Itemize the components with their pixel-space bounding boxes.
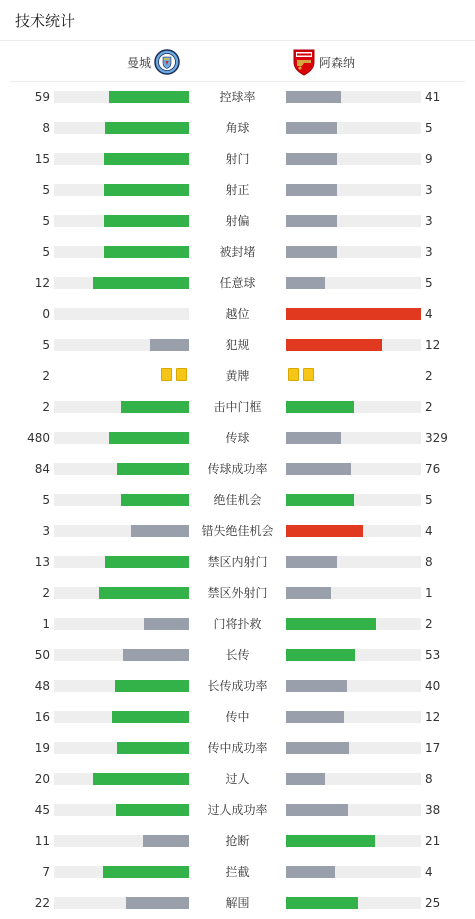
- away-stat-value: 8: [425, 555, 433, 569]
- home-stat-value: 1: [42, 617, 50, 631]
- home-stat-value: 2: [42, 586, 50, 600]
- home-stat-bar-fill: [93, 277, 189, 289]
- away-stat-bar: [286, 153, 421, 165]
- home-stat-bar-fill: [117, 742, 189, 754]
- home-stat-value: 15: [34, 152, 50, 166]
- away-stat-value: 1: [425, 586, 433, 600]
- away-stat-value: 2: [425, 617, 433, 631]
- stat-row: [0, 453, 475, 484]
- away-stat-bar: [286, 184, 421, 196]
- home-stat-bar-fill: [104, 246, 189, 258]
- home-stat-value: 0: [42, 307, 50, 321]
- home-stat-bar-fill: [99, 587, 189, 599]
- stat-row: [0, 639, 475, 670]
- home-stat-bar: [54, 339, 189, 351]
- home-stat-bar: [54, 308, 189, 320]
- yellow-card-icon: [288, 368, 299, 381]
- stat-label: 抢断: [225, 834, 250, 848]
- away-stat-bar-fill: [286, 432, 341, 444]
- home-team-name: 曼城: [126, 55, 151, 70]
- away-stat-bar-fill: [286, 804, 348, 816]
- away-stat-value: 3: [425, 245, 433, 259]
- stat-label: 长传: [225, 648, 250, 662]
- home-stat-value: 84: [34, 462, 50, 476]
- home-stat-bar-fill: [116, 804, 189, 816]
- home-stat-value: 5: [42, 183, 50, 197]
- home-yellow-cards: [159, 368, 189, 381]
- stat-row: [0, 174, 475, 205]
- home-stat-bar-fill: [121, 401, 189, 413]
- home-stat-value: 48: [34, 679, 50, 693]
- away-stat-bar: [286, 463, 421, 475]
- away-stat-value: 4: [425, 524, 433, 538]
- home-stat-value: 3: [42, 524, 50, 538]
- stat-row: [0, 391, 475, 422]
- away-stat-bar-fill: [286, 215, 337, 227]
- away-stat-value: 40: [425, 679, 441, 693]
- away-stat-bar: [286, 432, 421, 444]
- stat-row: [0, 670, 475, 701]
- away-stat-value: 5: [425, 121, 433, 135]
- stat-row: [0, 422, 475, 453]
- away-stat-value: 4: [425, 865, 433, 879]
- home-stat-bar-fill: [123, 649, 189, 661]
- home-stat-bar: [54, 122, 189, 134]
- stat-label: 长传成功率: [207, 679, 268, 693]
- away-stat-value: 5: [425, 276, 433, 290]
- away-stat-value: 12: [425, 338, 441, 352]
- home-stat-value: 20: [34, 772, 50, 786]
- away-stat-bar-fill: [286, 122, 337, 134]
- stat-label: 解围: [225, 896, 250, 910]
- away-stat-bar-fill: [286, 401, 354, 413]
- stat-label: 过人成功率: [207, 803, 268, 817]
- away-stat-bar-fill: [286, 153, 337, 165]
- home-stat-value: 12: [34, 276, 50, 290]
- stat-label: 击中门框: [213, 400, 262, 414]
- home-stat-value: 5: [42, 338, 50, 352]
- away-stat-value: 2: [425, 400, 433, 414]
- stat-row: [0, 143, 475, 174]
- home-stat-value: 45: [34, 803, 50, 817]
- away-stat-value: 3: [425, 214, 433, 228]
- home-stat-bar: [54, 680, 189, 692]
- stat-label: 传球: [225, 431, 250, 445]
- away-stat-value: 12: [425, 710, 441, 724]
- home-stat-bar: [54, 711, 189, 723]
- stat-row: [0, 856, 475, 887]
- home-stat-bar-fill: [115, 680, 189, 692]
- home-stat-bar: [54, 897, 189, 909]
- away-stat-bar: [286, 835, 421, 847]
- home-stat-bar-fill: [109, 91, 189, 103]
- home-stat-bar-fill: [104, 215, 189, 227]
- stat-label: 绝佳机会: [213, 493, 262, 507]
- away-stat-value: 53: [425, 648, 441, 662]
- stat-row: [0, 887, 475, 918]
- away-stat-bar-fill: [286, 742, 349, 754]
- home-stat-bar-fill: [126, 897, 189, 909]
- home-stat-value: 19: [34, 741, 50, 755]
- stat-label: 角球: [225, 121, 250, 135]
- home-stat-value: 16: [34, 710, 50, 724]
- home-stat-value: 480: [27, 431, 50, 445]
- home-stat-value: 2: [42, 400, 50, 414]
- home-stat-bar: [54, 494, 189, 506]
- away-stat-bar-fill: [286, 246, 337, 258]
- stat-row: [0, 236, 475, 267]
- away-stat-bar-fill: [286, 463, 351, 475]
- away-stat-bar-fill: [286, 339, 382, 351]
- away-stat-bar: [286, 804, 421, 816]
- home-stat-bar-fill: [144, 618, 189, 630]
- away-stat-bar: [286, 618, 421, 630]
- stat-label: 传球成功率: [207, 462, 268, 476]
- home-stat-bar: [54, 649, 189, 661]
- away-stat-bar: [286, 587, 421, 599]
- home-stat-value: 5: [42, 245, 50, 259]
- home-stat-bar: [54, 184, 189, 196]
- home-stat-value: 22: [34, 896, 50, 910]
- yellow-card-icon: [176, 368, 187, 381]
- stat-label: 过人: [225, 772, 250, 786]
- home-stat-bar: [54, 804, 189, 816]
- home-stat-value: 59: [34, 90, 50, 104]
- stat-label: 射正: [225, 183, 250, 197]
- home-stat-bar-fill: [103, 866, 189, 878]
- stat-row: [0, 546, 475, 577]
- home-stat-bar: [54, 246, 189, 258]
- away-stat-value: 3: [425, 183, 433, 197]
- home-stat-bar: [54, 401, 189, 413]
- stat-label: 射门: [225, 152, 250, 166]
- home-stat-value: 5: [42, 493, 50, 507]
- stat-row: [0, 484, 475, 515]
- away-stat-value: 4: [425, 307, 433, 321]
- away-stat-value: 9: [425, 152, 433, 166]
- home-stat-bar-fill: [143, 835, 189, 847]
- yellow-card-icon: [161, 368, 172, 381]
- away-stat-bar-fill: [286, 277, 325, 289]
- stat-label: 禁区内射门: [207, 555, 268, 569]
- stat-label: 门将扑救: [213, 617, 262, 631]
- home-stat-bar: [54, 153, 189, 165]
- home-stat-bar-fill: [93, 773, 189, 785]
- stat-row: [0, 360, 475, 391]
- away-stat-bar-fill: [286, 618, 376, 630]
- stat-row: [0, 608, 475, 639]
- home-stat-bar: [54, 277, 189, 289]
- away-stat-bar: [286, 308, 421, 320]
- page-title: 技术统计: [15, 12, 76, 30]
- stat-row: [0, 298, 475, 329]
- away-stat-bar-fill: [286, 184, 337, 196]
- away-stat-bar-fill: [286, 308, 421, 320]
- home-stat-value: 13: [34, 555, 50, 569]
- stat-label: 拦截: [225, 865, 250, 879]
- away-stat-bar-fill: [286, 835, 375, 847]
- home-stat-bar-fill: [112, 711, 189, 723]
- away-stat-bar-fill: [286, 91, 341, 103]
- away-stat-bar: [286, 649, 421, 661]
- home-stat-bar: [54, 91, 189, 103]
- home-stat-value: 5: [42, 214, 50, 228]
- home-stat-bar: [54, 587, 189, 599]
- home-stat-bar-fill: [131, 525, 189, 537]
- stat-label: 被封堵: [219, 245, 256, 259]
- away-stat-bar: [286, 494, 421, 506]
- arsenal-badge-icon: [292, 48, 316, 76]
- stat-label: 任意球: [219, 276, 256, 290]
- stat-row: [0, 329, 475, 360]
- away-stat-bar: [286, 215, 421, 227]
- away-stat-value: 2: [425, 369, 433, 383]
- yellow-card-icon: [303, 368, 314, 381]
- home-stat-bar-fill: [105, 556, 189, 568]
- home-stat-bar-fill: [150, 339, 189, 351]
- away-stat-value: 41: [425, 90, 441, 104]
- away-stat-bar-fill: [286, 525, 363, 537]
- stat-row: [0, 81, 475, 112]
- stat-label: 射偏: [225, 214, 250, 228]
- stat-label: 错失绝佳机会: [201, 524, 274, 538]
- manchester-city-badge-icon: [154, 49, 180, 75]
- away-stat-value: 38: [425, 803, 441, 817]
- away-stat-bar: [286, 742, 421, 754]
- stat-row: [0, 701, 475, 732]
- away-stat-bar: [286, 339, 421, 351]
- stat-row: [0, 112, 475, 143]
- away-stat-value: 76: [425, 462, 441, 476]
- away-stat-bar-fill: [286, 649, 355, 661]
- stat-row: [0, 205, 475, 236]
- home-stat-bar: [54, 432, 189, 444]
- header: [0, 0, 475, 41]
- stat-label: 传中: [225, 710, 250, 724]
- stat-label: 禁区外射门: [207, 586, 268, 600]
- stat-row: [0, 794, 475, 825]
- home-stat-bar: [54, 835, 189, 847]
- teams-header: [10, 41, 465, 82]
- away-stat-bar-fill: [286, 680, 347, 692]
- home-stat-bar: [54, 866, 189, 878]
- home-stat-bar-fill: [104, 184, 189, 196]
- away-stat-bar: [286, 525, 421, 537]
- home-stat-bar: [54, 742, 189, 754]
- stat-label: 控球率: [219, 90, 256, 104]
- away-stat-bar: [286, 897, 421, 909]
- away-stat-value: 5: [425, 493, 433, 507]
- stat-row: [0, 825, 475, 856]
- away-team[interactable]: [292, 48, 355, 76]
- home-stat-bar-fill: [105, 122, 189, 134]
- away-stat-bar: [286, 680, 421, 692]
- away-stat-bar-fill: [286, 866, 335, 878]
- home-stat-bar: [54, 773, 189, 785]
- stat-label: 越位: [225, 307, 250, 321]
- stat-label: 犯规: [225, 338, 250, 352]
- away-stat-value: 329: [425, 431, 448, 445]
- away-stat-bar: [286, 277, 421, 289]
- stat-row: [0, 732, 475, 763]
- away-stat-value: 8: [425, 772, 433, 786]
- home-stat-bar: [54, 525, 189, 537]
- stat-label: 黄牌: [225, 369, 250, 383]
- home-stat-value: 2: [42, 369, 50, 383]
- home-stat-value: 50: [34, 648, 50, 662]
- away-stat-value: 17: [425, 741, 441, 755]
- home-stat-bar-fill: [117, 463, 189, 475]
- away-stat-bar-fill: [286, 773, 325, 785]
- home-team[interactable]: [127, 49, 180, 75]
- away-stat-bar: [286, 866, 421, 878]
- home-stat-bar: [54, 556, 189, 568]
- away-stat-bar: [286, 773, 421, 785]
- stat-row: [0, 577, 475, 608]
- stat-row: [0, 515, 475, 546]
- stats-list: [0, 81, 475, 918]
- away-yellow-cards: [286, 368, 316, 381]
- away-stat-bar: [286, 91, 421, 103]
- home-stat-value: 7: [42, 865, 50, 879]
- home-stat-bar: [54, 618, 189, 630]
- away-stat-bar: [286, 246, 421, 258]
- away-stat-bar: [286, 711, 421, 723]
- home-stat-value: 8: [42, 121, 50, 135]
- home-stat-bar-fill: [104, 153, 189, 165]
- home-stat-bar: [54, 463, 189, 475]
- home-stat-value: 11: [34, 834, 50, 848]
- away-stat-bar: [286, 401, 421, 413]
- away-team-name: 阿森纳: [319, 55, 356, 70]
- away-stat-value: 25: [425, 896, 441, 910]
- home-stat-bar: [54, 215, 189, 227]
- away-stat-bar-fill: [286, 587, 331, 599]
- away-stat-bar-fill: [286, 711, 344, 723]
- away-stat-bar: [286, 122, 421, 134]
- away-stat-bar: [286, 556, 421, 568]
- home-stat-bar-fill: [109, 432, 189, 444]
- stat-label: 传中成功率: [207, 741, 268, 755]
- away-stat-value: 21: [425, 834, 441, 848]
- stat-row: [0, 267, 475, 298]
- away-stat-bar-fill: [286, 494, 354, 506]
- home-stat-bar-fill: [121, 494, 189, 506]
- away-stat-bar-fill: [286, 556, 337, 568]
- stat-row: [0, 763, 475, 794]
- away-stat-bar-fill: [286, 897, 358, 909]
